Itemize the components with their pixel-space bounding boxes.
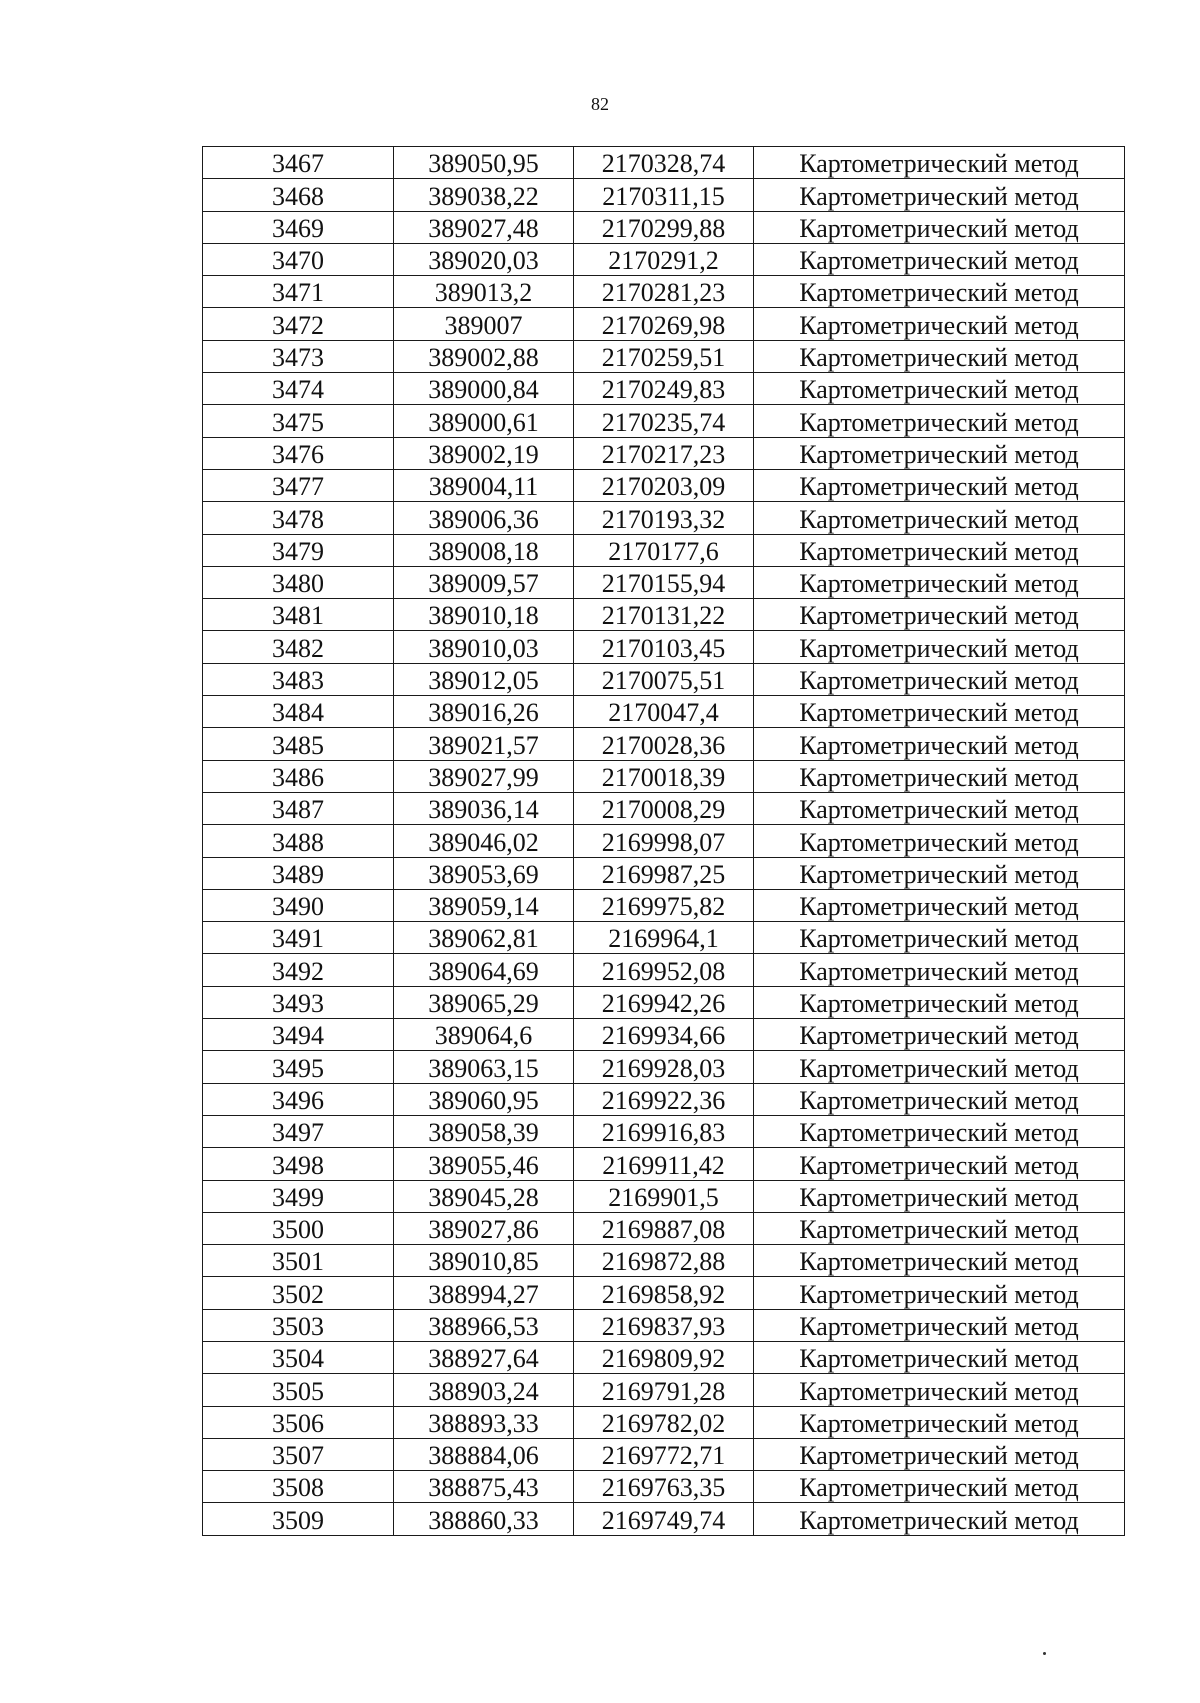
method-cell: Картометрический метод bbox=[754, 373, 1125, 405]
method-cell: Картометрический метод bbox=[754, 1341, 1125, 1373]
x-coordinate-cell: 389002,88 bbox=[394, 340, 574, 372]
point-number-cell: 3488 bbox=[203, 825, 394, 857]
y-coordinate-cell: 2169772,71 bbox=[574, 1438, 754, 1470]
x-coordinate-cell: 389038,22 bbox=[394, 179, 574, 211]
y-coordinate-cell: 2169782,02 bbox=[574, 1406, 754, 1438]
method-cell: Картометрический метод bbox=[754, 663, 1125, 695]
point-number-cell: 3506 bbox=[203, 1406, 394, 1438]
table-row bbox=[203, 211, 1125, 243]
y-coordinate-cell: 2170203,09 bbox=[574, 469, 754, 501]
x-coordinate-cell: 389012,05 bbox=[394, 663, 574, 695]
y-coordinate-cell: 2170235,74 bbox=[574, 405, 754, 437]
x-coordinate-cell: 389046,02 bbox=[394, 825, 574, 857]
method-cell: Картометрический метод bbox=[754, 954, 1125, 986]
method-cell: Картометрический метод bbox=[754, 211, 1125, 243]
table-row bbox=[203, 857, 1125, 889]
method-cell: Картометрический метод bbox=[754, 1051, 1125, 1083]
x-coordinate-cell: 389007 bbox=[394, 308, 574, 340]
y-coordinate-cell: 2170018,39 bbox=[574, 760, 754, 792]
coordinates-table bbox=[202, 146, 1125, 1536]
point-number-cell: 3473 bbox=[203, 340, 394, 372]
table-row bbox=[203, 1341, 1125, 1373]
table-row bbox=[203, 534, 1125, 566]
table-row bbox=[203, 276, 1125, 308]
y-coordinate-cell: 2169749,74 bbox=[574, 1503, 754, 1535]
point-number-cell: 3491 bbox=[203, 922, 394, 954]
table-row bbox=[203, 1019, 1125, 1051]
method-cell: Картометрический метод bbox=[754, 1212, 1125, 1244]
y-coordinate-cell: 2169763,35 bbox=[574, 1471, 754, 1503]
y-coordinate-cell: 2170217,23 bbox=[574, 437, 754, 469]
y-coordinate-cell: 2170291,2 bbox=[574, 243, 754, 275]
x-coordinate-cell: 389065,29 bbox=[394, 986, 574, 1018]
method-cell: Картометрический метод bbox=[754, 696, 1125, 728]
table-row bbox=[203, 1471, 1125, 1503]
x-coordinate-cell: 389010,85 bbox=[394, 1245, 574, 1277]
x-coordinate-cell: 389016,26 bbox=[394, 696, 574, 728]
table-row bbox=[203, 405, 1125, 437]
x-coordinate-cell: 389000,61 bbox=[394, 405, 574, 437]
table-row bbox=[203, 340, 1125, 372]
table-row bbox=[203, 179, 1125, 211]
x-coordinate-cell: 389013,2 bbox=[394, 276, 574, 308]
y-coordinate-cell: 2170075,51 bbox=[574, 663, 754, 695]
x-coordinate-cell: 389059,14 bbox=[394, 889, 574, 921]
x-coordinate-cell: 389010,18 bbox=[394, 599, 574, 631]
point-number-cell: 3492 bbox=[203, 954, 394, 986]
table-row bbox=[203, 243, 1125, 275]
page-number: 82 bbox=[591, 94, 609, 114]
table-row bbox=[203, 1180, 1125, 1212]
method-cell: Картометрический метод bbox=[754, 792, 1125, 824]
x-coordinate-cell: 389004,11 bbox=[394, 469, 574, 501]
point-number-cell: 3469 bbox=[203, 211, 394, 243]
x-coordinate-cell: 388884,06 bbox=[394, 1438, 574, 1470]
point-number-cell: 3485 bbox=[203, 728, 394, 760]
method-cell: Картометрический метод bbox=[754, 405, 1125, 437]
point-number-cell: 3475 bbox=[203, 405, 394, 437]
x-coordinate-cell: 388966,53 bbox=[394, 1309, 574, 1341]
table-row bbox=[203, 308, 1125, 340]
method-cell: Картометрический метод bbox=[754, 534, 1125, 566]
point-number-cell: 3468 bbox=[203, 179, 394, 211]
table-row bbox=[203, 1438, 1125, 1470]
point-number-cell: 3501 bbox=[203, 1245, 394, 1277]
method-cell: Картометрический метод bbox=[754, 276, 1125, 308]
y-coordinate-cell: 2170028,36 bbox=[574, 728, 754, 760]
point-number-cell: 3479 bbox=[203, 534, 394, 566]
table-row bbox=[203, 1309, 1125, 1341]
x-coordinate-cell: 388860,33 bbox=[394, 1503, 574, 1535]
table-row bbox=[203, 954, 1125, 986]
method-cell: Картометрический метод bbox=[754, 1245, 1125, 1277]
point-number-cell: 3476 bbox=[203, 437, 394, 469]
point-number-cell: 3484 bbox=[203, 696, 394, 728]
method-cell: Картометрический метод bbox=[754, 1019, 1125, 1051]
method-cell: Картометрический метод bbox=[754, 1406, 1125, 1438]
y-coordinate-cell: 2169887,08 bbox=[574, 1212, 754, 1244]
y-coordinate-cell: 2170131,22 bbox=[574, 599, 754, 631]
table-row bbox=[203, 566, 1125, 598]
point-number-cell: 3498 bbox=[203, 1148, 394, 1180]
method-cell: Картометрический метод bbox=[754, 1148, 1125, 1180]
y-coordinate-cell: 2170155,94 bbox=[574, 566, 754, 598]
y-coordinate-cell: 2170328,74 bbox=[574, 147, 754, 179]
point-number-cell: 3489 bbox=[203, 857, 394, 889]
method-cell: Картометрический метод bbox=[754, 1309, 1125, 1341]
table-row bbox=[203, 792, 1125, 824]
table-row bbox=[203, 663, 1125, 695]
table-row bbox=[203, 889, 1125, 921]
point-number-cell: 3504 bbox=[203, 1341, 394, 1373]
x-coordinate-cell: 389002,19 bbox=[394, 437, 574, 469]
point-number-cell: 3477 bbox=[203, 469, 394, 501]
x-coordinate-cell: 388903,24 bbox=[394, 1374, 574, 1406]
x-coordinate-cell: 389064,6 bbox=[394, 1019, 574, 1051]
method-cell: Картометрический метод bbox=[754, 922, 1125, 954]
x-coordinate-cell: 388927,64 bbox=[394, 1341, 574, 1373]
point-number-cell: 3507 bbox=[203, 1438, 394, 1470]
table-row bbox=[203, 631, 1125, 663]
y-coordinate-cell: 2170259,51 bbox=[574, 340, 754, 372]
method-cell: Картометрический метод bbox=[754, 469, 1125, 501]
y-coordinate-cell: 2170008,29 bbox=[574, 792, 754, 824]
point-number-cell: 3472 bbox=[203, 308, 394, 340]
x-coordinate-cell: 389009,57 bbox=[394, 566, 574, 598]
point-number-cell: 3493 bbox=[203, 986, 394, 1018]
table-row bbox=[203, 373, 1125, 405]
point-number-cell: 3483 bbox=[203, 663, 394, 695]
table-row bbox=[203, 1406, 1125, 1438]
y-coordinate-cell: 2170103,45 bbox=[574, 631, 754, 663]
x-coordinate-cell: 389027,48 bbox=[394, 211, 574, 243]
y-coordinate-cell: 2169916,83 bbox=[574, 1115, 754, 1147]
coordinates-table-body bbox=[203, 147, 1125, 1536]
method-cell: Картометрический метод bbox=[754, 631, 1125, 663]
y-coordinate-cell: 2169987,25 bbox=[574, 857, 754, 889]
x-coordinate-cell: 389063,15 bbox=[394, 1051, 574, 1083]
x-coordinate-cell: 389027,86 bbox=[394, 1212, 574, 1244]
table-row bbox=[203, 696, 1125, 728]
y-coordinate-cell: 2169922,36 bbox=[574, 1083, 754, 1115]
x-coordinate-cell: 389027,99 bbox=[394, 760, 574, 792]
y-coordinate-cell: 2169928,03 bbox=[574, 1051, 754, 1083]
table-row bbox=[203, 1503, 1125, 1535]
y-coordinate-cell: 2169872,88 bbox=[574, 1245, 754, 1277]
table-row bbox=[203, 1051, 1125, 1083]
point-number-cell: 3478 bbox=[203, 502, 394, 534]
x-coordinate-cell: 389008,18 bbox=[394, 534, 574, 566]
table-row bbox=[203, 437, 1125, 469]
method-cell: Картометрический метод bbox=[754, 857, 1125, 889]
y-coordinate-cell: 2169901,5 bbox=[574, 1180, 754, 1212]
method-cell: Картометрический метод bbox=[754, 1471, 1125, 1503]
table-row bbox=[203, 469, 1125, 501]
method-cell: Картометрический метод bbox=[754, 243, 1125, 275]
y-coordinate-cell: 2169934,66 bbox=[574, 1019, 754, 1051]
y-coordinate-cell: 2169791,28 bbox=[574, 1374, 754, 1406]
x-coordinate-cell: 389055,46 bbox=[394, 1148, 574, 1180]
y-coordinate-cell: 2169964,1 bbox=[574, 922, 754, 954]
table-row bbox=[203, 147, 1125, 179]
point-number-cell: 3497 bbox=[203, 1115, 394, 1147]
y-coordinate-cell: 2170311,15 bbox=[574, 179, 754, 211]
point-number-cell: 3508 bbox=[203, 1471, 394, 1503]
point-number-cell: 3470 bbox=[203, 243, 394, 275]
method-cell: Картометрический метод bbox=[754, 728, 1125, 760]
table-row bbox=[203, 760, 1125, 792]
point-number-cell: 3490 bbox=[203, 889, 394, 921]
x-coordinate-cell: 389045,28 bbox=[394, 1180, 574, 1212]
y-coordinate-cell: 2170269,98 bbox=[574, 308, 754, 340]
y-coordinate-cell: 2169998,07 bbox=[574, 825, 754, 857]
method-cell: Картометрический метод bbox=[754, 1277, 1125, 1309]
point-number-cell: 3509 bbox=[203, 1503, 394, 1535]
point-number-cell: 3474 bbox=[203, 373, 394, 405]
point-number-cell: 3480 bbox=[203, 566, 394, 598]
table-row bbox=[203, 502, 1125, 534]
point-number-cell: 3494 bbox=[203, 1019, 394, 1051]
point-number-cell: 3502 bbox=[203, 1277, 394, 1309]
method-cell: Картометрический метод bbox=[754, 1083, 1125, 1115]
y-coordinate-cell: 2169858,92 bbox=[574, 1277, 754, 1309]
x-coordinate-cell: 389053,69 bbox=[394, 857, 574, 889]
stray-dot-mark bbox=[1043, 1652, 1046, 1655]
y-coordinate-cell: 2170281,23 bbox=[574, 276, 754, 308]
y-coordinate-cell: 2169809,92 bbox=[574, 1341, 754, 1373]
table-row bbox=[203, 1148, 1125, 1180]
y-coordinate-cell: 2169837,93 bbox=[574, 1309, 754, 1341]
point-number-cell: 3481 bbox=[203, 599, 394, 631]
method-cell: Картометрический метод bbox=[754, 1180, 1125, 1212]
method-cell: Картометрический метод bbox=[754, 502, 1125, 534]
x-coordinate-cell: 388893,33 bbox=[394, 1406, 574, 1438]
method-cell: Картометрический метод bbox=[754, 566, 1125, 598]
table-row bbox=[203, 986, 1125, 1018]
x-coordinate-cell: 389020,03 bbox=[394, 243, 574, 275]
x-coordinate-cell: 389062,81 bbox=[394, 922, 574, 954]
x-coordinate-cell: 389060,95 bbox=[394, 1083, 574, 1115]
x-coordinate-cell: 389010,03 bbox=[394, 631, 574, 663]
point-number-cell: 3486 bbox=[203, 760, 394, 792]
method-cell: Картометрический метод bbox=[754, 986, 1125, 1018]
y-coordinate-cell: 2169911,42 bbox=[574, 1148, 754, 1180]
point-number-cell: 3500 bbox=[203, 1212, 394, 1244]
x-coordinate-cell: 389021,57 bbox=[394, 728, 574, 760]
point-number-cell: 3471 bbox=[203, 276, 394, 308]
x-coordinate-cell: 388994,27 bbox=[394, 1277, 574, 1309]
table-row bbox=[203, 599, 1125, 631]
method-cell: Картометрический метод bbox=[754, 179, 1125, 211]
table-row bbox=[203, 825, 1125, 857]
point-number-cell: 3482 bbox=[203, 631, 394, 663]
x-coordinate-cell: 389064,69 bbox=[394, 954, 574, 986]
y-coordinate-cell: 2169942,26 bbox=[574, 986, 754, 1018]
table-row bbox=[203, 1083, 1125, 1115]
method-cell: Картометрический метод bbox=[754, 760, 1125, 792]
table-row bbox=[203, 922, 1125, 954]
method-cell: Картометрический метод bbox=[754, 1115, 1125, 1147]
method-cell: Картометрический метод bbox=[754, 599, 1125, 631]
method-cell: Картометрический метод bbox=[754, 1503, 1125, 1535]
table-row bbox=[203, 1212, 1125, 1244]
x-coordinate-cell: 389000,84 bbox=[394, 373, 574, 405]
table-row bbox=[203, 1277, 1125, 1309]
table-row bbox=[203, 1374, 1125, 1406]
y-coordinate-cell: 2170047,4 bbox=[574, 696, 754, 728]
table-row bbox=[203, 1245, 1125, 1277]
x-coordinate-cell: 389036,14 bbox=[394, 792, 574, 824]
y-coordinate-cell: 2169975,82 bbox=[574, 889, 754, 921]
point-number-cell: 3467 bbox=[203, 147, 394, 179]
x-coordinate-cell: 389050,95 bbox=[394, 147, 574, 179]
method-cell: Картометрический метод bbox=[754, 1438, 1125, 1470]
x-coordinate-cell: 388875,43 bbox=[394, 1471, 574, 1503]
method-cell: Картометрический метод bbox=[754, 340, 1125, 372]
y-coordinate-cell: 2169952,08 bbox=[574, 954, 754, 986]
y-coordinate-cell: 2170299,88 bbox=[574, 211, 754, 243]
point-number-cell: 3499 bbox=[203, 1180, 394, 1212]
x-coordinate-cell: 389006,36 bbox=[394, 502, 574, 534]
y-coordinate-cell: 2170249,83 bbox=[574, 373, 754, 405]
x-coordinate-cell: 389058,39 bbox=[394, 1115, 574, 1147]
method-cell: Картометрический метод bbox=[754, 437, 1125, 469]
point-number-cell: 3503 bbox=[203, 1309, 394, 1341]
point-number-cell: 3496 bbox=[203, 1083, 394, 1115]
method-cell: Картометрический метод bbox=[754, 147, 1125, 179]
y-coordinate-cell: 2170193,32 bbox=[574, 502, 754, 534]
point-number-cell: 3495 bbox=[203, 1051, 394, 1083]
method-cell: Картометрический метод bbox=[754, 308, 1125, 340]
method-cell: Картометрический метод bbox=[754, 825, 1125, 857]
point-number-cell: 3487 bbox=[203, 792, 394, 824]
table-row bbox=[203, 1115, 1125, 1147]
y-coordinate-cell: 2170177,6 bbox=[574, 534, 754, 566]
point-number-cell: 3505 bbox=[203, 1374, 394, 1406]
table-row bbox=[203, 728, 1125, 760]
method-cell: Картометрический метод bbox=[754, 1374, 1125, 1406]
method-cell: Картометрический метод bbox=[754, 889, 1125, 921]
